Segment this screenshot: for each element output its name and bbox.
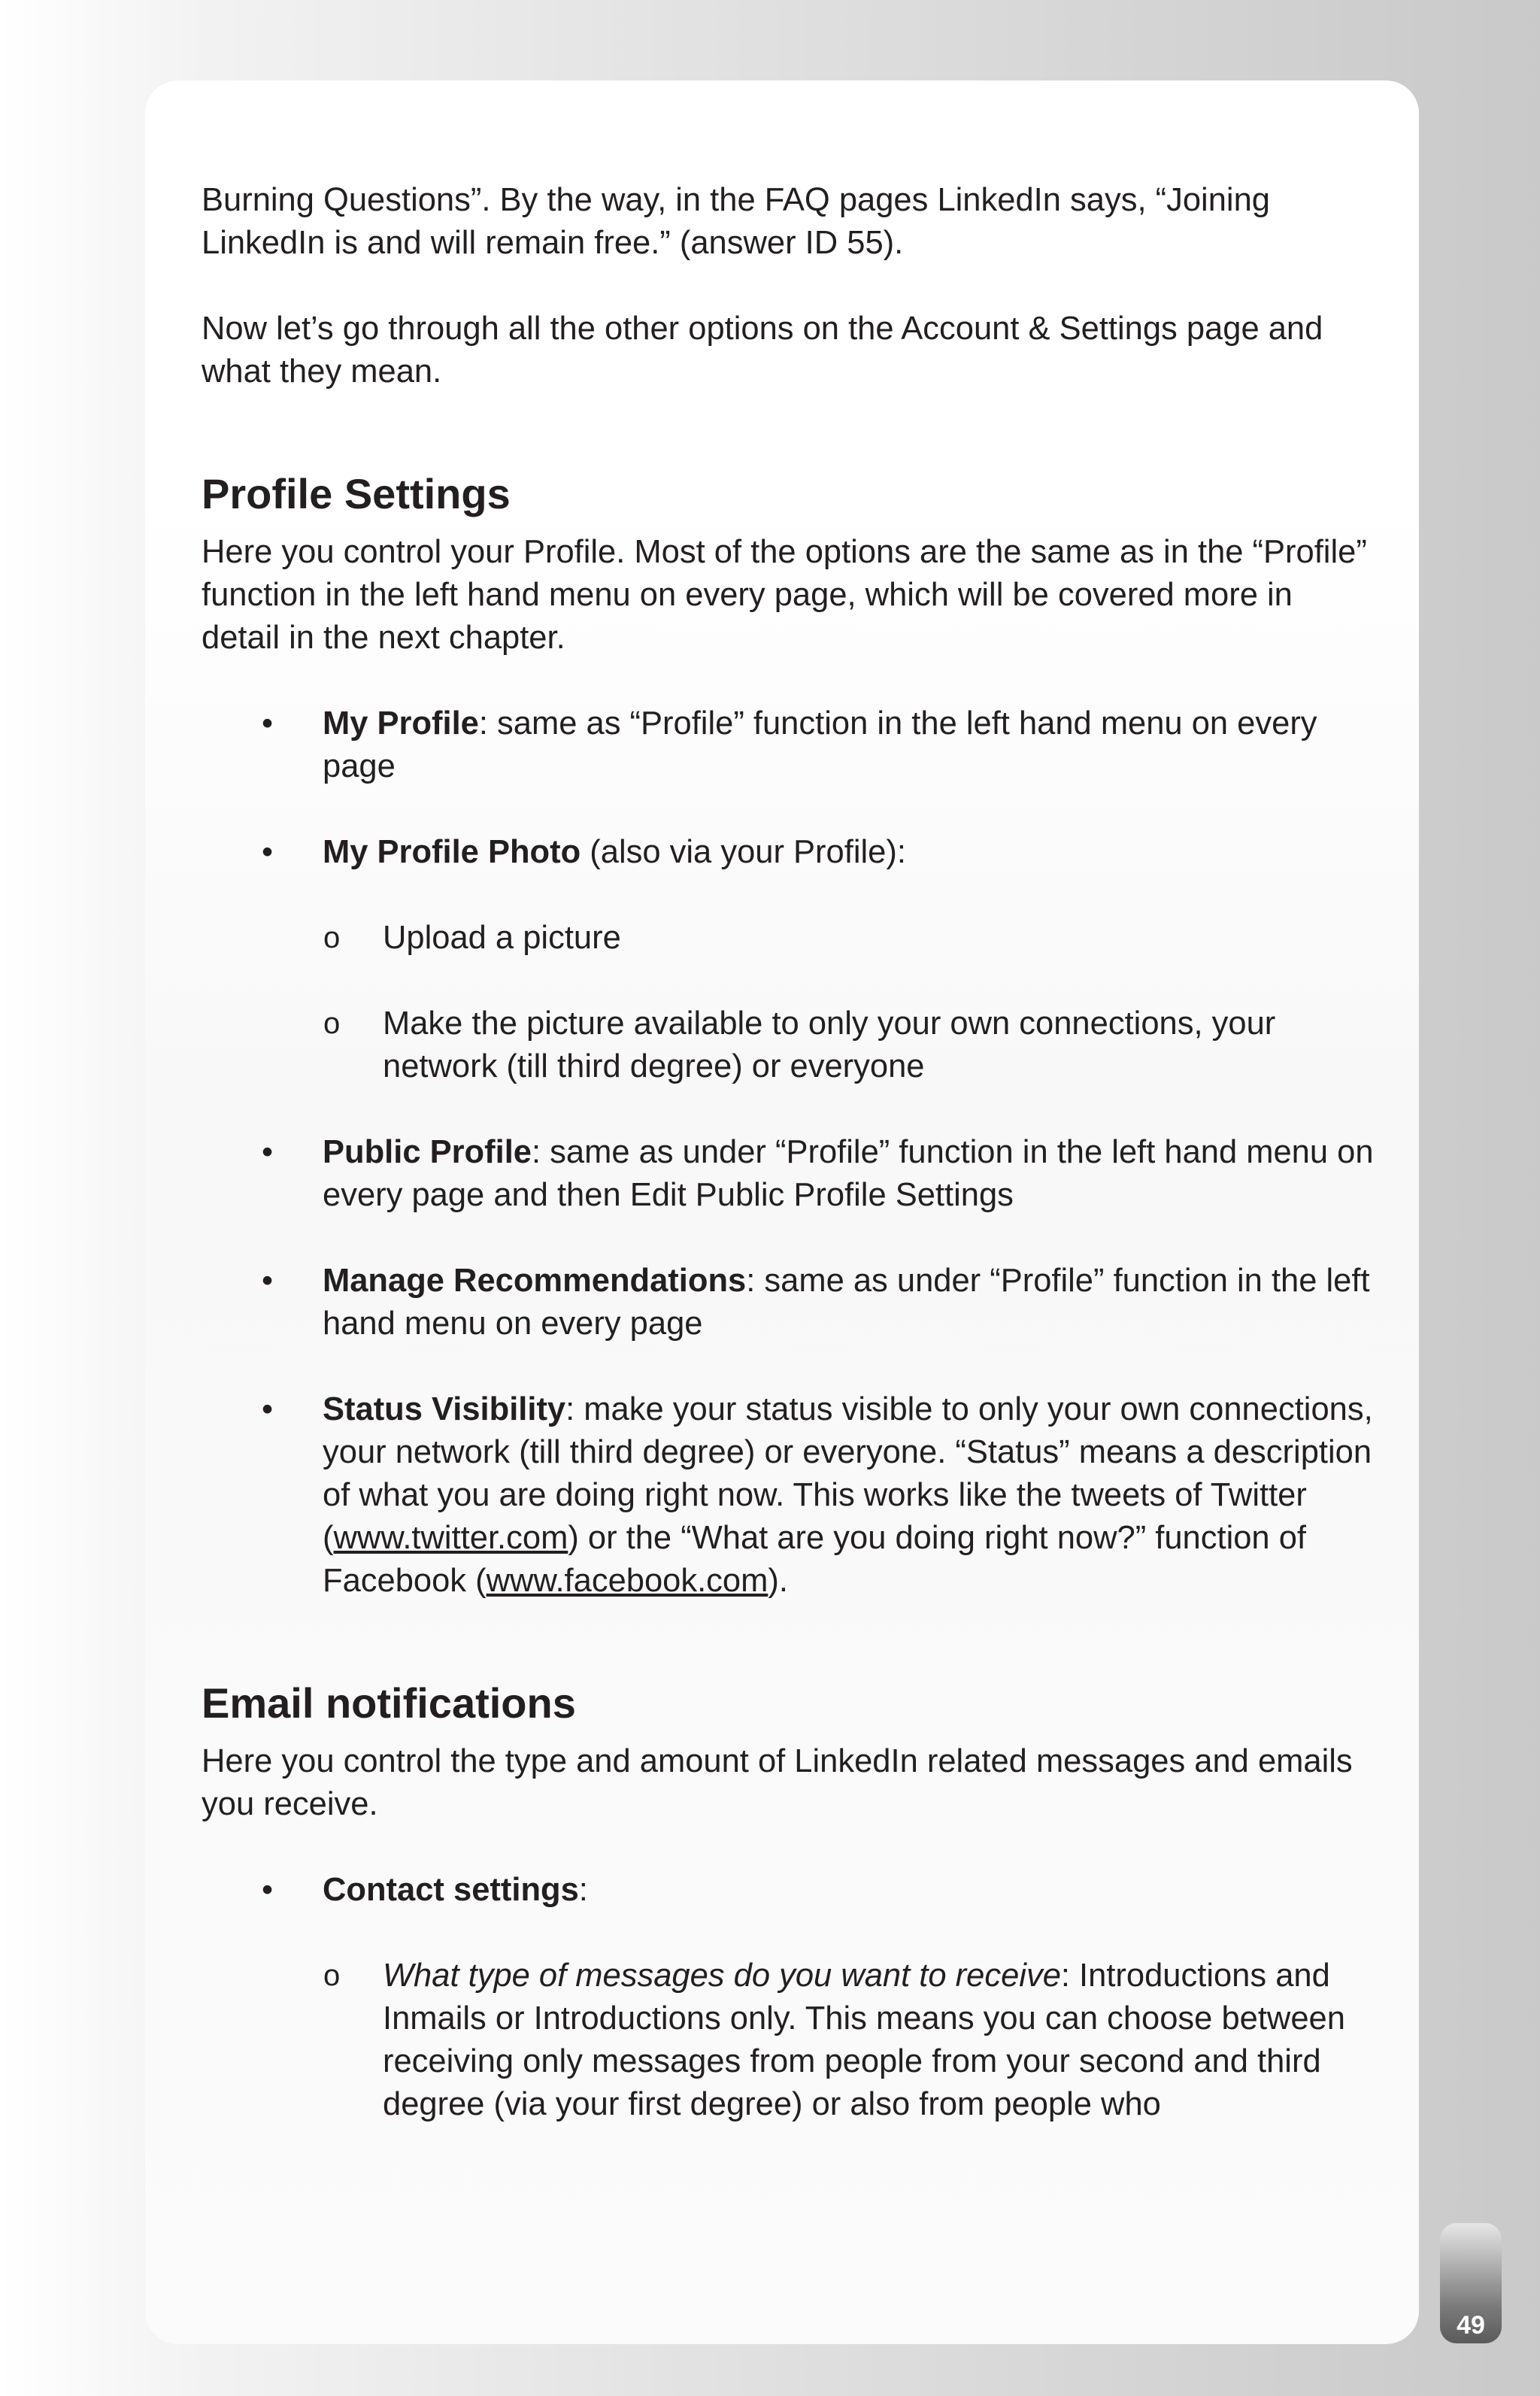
term-contact-settings: Contact settings [323, 1872, 579, 1908]
term-my-profile: My Profile [323, 705, 479, 742]
bullet-glyph: • [262, 1134, 274, 1170]
sub-item-message-types [202, 1955, 1375, 2126]
list-item-status-visibility [202, 1388, 1375, 1603]
intro-paragraph-1: Burning Questions”. By the way, in the FAQ pages LinkedIn says, “Joining LinkedIn is and will remain free.” (answer ID 55). [202, 182, 1270, 261]
sub-text-visibility: Make the picture available to only your own connections, your network (till third degree) or everyone [383, 1005, 1276, 1084]
email-notifications-intro: Here you control the type and amount of LinkedIn related messages and emails you receive. [202, 1743, 1353, 1822]
sub-bullet-glyph: o [323, 1959, 341, 1992]
profile-settings-heading: Profile Settings [202, 470, 511, 517]
text-manage-recommendations: : same as under “Profile” function in the left hand menu on every page [323, 1263, 1370, 1342]
sub-italic-message-types: What type of messages do you want to receive [383, 1958, 1061, 1994]
sub-text-upload: Upload a picture [383, 920, 621, 956]
page-number: 49 [1457, 2311, 1485, 2340]
profile-settings-intro: Here you control your Profile. Most of the options are the same as in the “Profile” function in the left hand menu on every page, which will be covered more in detail in the next chapter. [202, 534, 1367, 656]
term-status-visibility: Status Visibility [323, 1391, 566, 1427]
term-manage-recommendations: Manage Recommendations [323, 1263, 747, 1299]
section-gap [202, 393, 1375, 468]
text-my-profile: : same as “Profile” function in the left hand menu on every page [323, 705, 1317, 784]
email-notifications-heading: Email notifications [202, 1679, 576, 1727]
text-my-profile-photo: (also via your Profile): [581, 834, 906, 870]
list-item-my-profile-photo [202, 831, 1375, 874]
sub-text-message-types: : Introductions and Inmails or Introductions only. This means you can choose between receiving only messages from people from your second and third degree (via your first degree) or also from people who [383, 1958, 1345, 2122]
heading-gap [202, 520, 1375, 531]
list-item-my-profile [202, 702, 1375, 788]
text-contact-settings: : [578, 1872, 588, 1908]
facebook-link[interactable]: www.facebook.com [486, 1563, 768, 1599]
sub-bullet-glyph: o [323, 1007, 341, 1040]
bullet-glyph: • [262, 1263, 274, 1299]
section-gap [202, 1603, 1375, 1677]
bullet-glyph: • [262, 1391, 274, 1427]
intro-paragraph-2: Now let’s go through all the other options on the Account & Settings page and what they mean. [202, 311, 1323, 390]
sub-item-picture-visibility [202, 1002, 1375, 1088]
text-status-visibility-2: ) or the “What are you doing right now?” function of Facebook ( [323, 1520, 1306, 1599]
page-content [202, 179, 1375, 2126]
term-public-profile: Public Profile [323, 1134, 532, 1170]
list-item-contact-settings [202, 1869, 1375, 1912]
heading-gap [202, 1730, 1375, 1740]
sub-bullet-glyph: o [323, 921, 341, 954]
sub-item-upload-picture [202, 917, 1375, 960]
text-status-visibility-3: ). [768, 1563, 788, 1599]
twitter-link[interactable]: www.twitter.com [333, 1520, 568, 1556]
list-item-manage-recommendations [202, 1260, 1375, 1345]
text-status-visibility-1: : make your status visible to only your own connections, your network (till third degree) or everyone. “Status” means a description of what you are doing right now. This works like the tweets of Twitter ( [323, 1391, 1373, 1556]
term-my-profile-photo: My Profile Photo [323, 834, 581, 870]
bullet-glyph: • [262, 705, 274, 742]
bullet-glyph: • [262, 1872, 274, 1908]
bullet-glyph: • [262, 834, 274, 870]
list-item-public-profile [202, 1131, 1375, 1217]
text-public-profile: : same as under “Profile” function in the left hand menu on every page and then Edit Public Profile Settings [323, 1134, 1374, 1213]
